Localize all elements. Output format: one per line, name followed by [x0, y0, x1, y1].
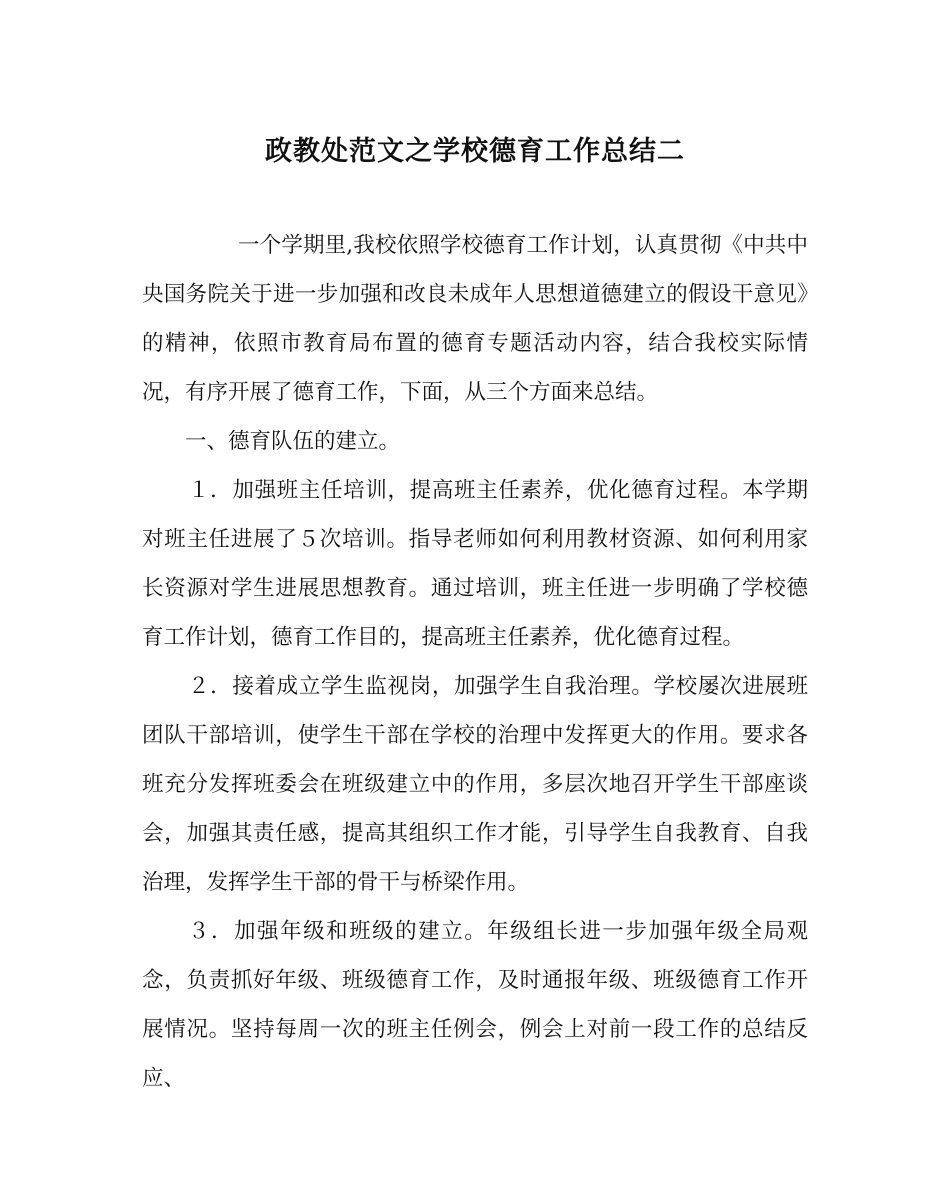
paragraph-item-2: ２．接着成立学生监视岗，加强学生自我治理。学校屡次进展班团队干部培训，使学生干部在学校的治理中发挥更大的作用。要求各班充分发挥班委会在班级建立中的作用，多层次地召开学生干部座谈会，加强其责任感，提高其组织工作才能，引导学生自我教育、自我治理，发挥学生干部的骨干与桥梁作用。	[142, 674, 808, 895]
document-body	[142, 221, 808, 1103]
paragraph-intro: 一个学期里,我校依照学校德育工作计划，认真贯彻《中共中央国务院关于进一步加强和改良未成年人思想道德建立的假设干意见》的精神，依照市教育局布置的德育专题活动内容，结合我校实际情况，有序开展了德育工作，下面，从三个方面来总结。	[142, 233, 808, 405]
document-title: 政教处范文之学校德育工作总结二	[265, 136, 685, 167]
paragraph-item-3: ３．加强年级和班级的建立。年级组长进一步加强年级全局观念，负责抓好年级、班级德育工作，及时通报年级、班级德育工作开展情况。坚持每周一次的班主任例会，例会上对前一段工作的总结反应、	[142, 919, 808, 1091]
paragraph-item-1: １．加强班主任培训，提高班主任素养，优化德育过程。本学期对班主任进展了５次培训。指导老师如何利用教材资源、如何利用家长资源对学生进展思想教育。通过培训，班主任进一步明确了学校德育工作计划，德育工作目的，提高班主任素养，优化德育过程。	[142, 478, 808, 650]
section-heading-1: 一、德育队伍的建立。	[185, 429, 401, 454]
